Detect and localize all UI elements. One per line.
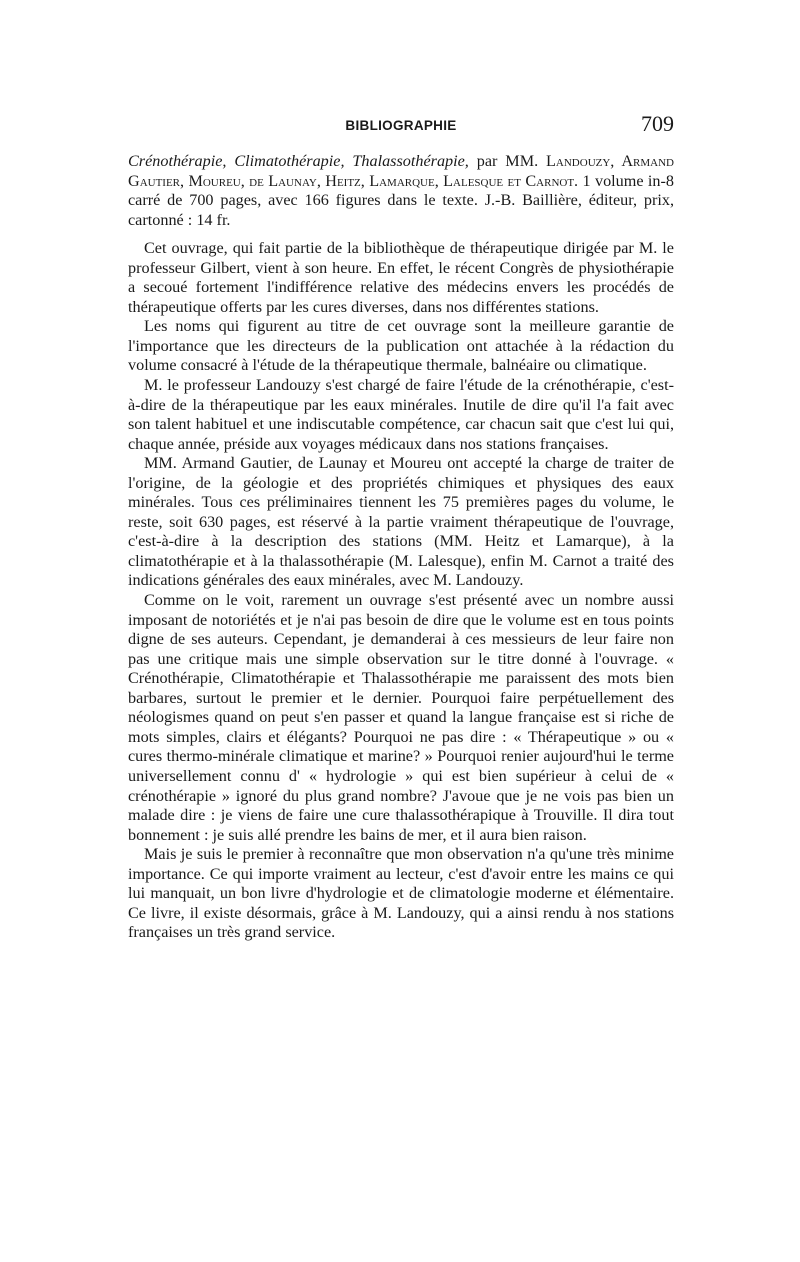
book-by: par MM.: [468, 152, 547, 170]
running-title: BIBLIOGRAPHIE: [345, 118, 457, 133]
page-number: 709: [641, 111, 674, 136]
running-head: [128, 112, 674, 142]
book-page: [128, 112, 674, 943]
bibliography-entry: [128, 152, 674, 230]
review-paragraph: Mais je suis le premier à reconnaître que mon observation n'a qu'une très minime importance. Ce qui importe vraiment au lecteur, c'est d'avoir entre les mains ce qui lui manquait, un bon livre d'hydrologie et de climatologie moderne et élémentaire. Ce livre, il existe désormais, grâce à M. Landouzy, qui a ainsi rendu à nos stations françaises un très grand service.: [128, 845, 674, 942]
review-paragraph: Cet ouvrage, qui fait partie de la bibliothèque de thérapeutique dirigée par M. le professeur Gilbert, vient à son heure. En effet, le récent Congrès de physiothérapie a secoué fortement l'indifférence relative des médecins envers les procédés de thérapeutique offerts par les cures diverses, dans nos différentes stations.: [128, 239, 674, 316]
book-details: 1 volume in-8 carré de 700 pages, avec 166 figures dans le texte. J.-B. Baillière, éditeur, prix, cartonné : 14 fr.: [128, 171, 674, 229]
review-paragraph: MM. Armand Gautier, de Launay et Moureu ont accepté la charge de traiter de l'origine, de la géologie et des propriétés chimiques et physiques des eaux minérales. Tous ces préliminaires tiennent les 75 premières pages du volume, le reste, soit 630 pages, est réservé à la partie vraiment thérapeutique de l'ouvrage, c'est-à-dire à la description des stations (MM. Heitz et Lamarque), à la climatothérapie et à la thalassothérapie (M. Lalesque), enfin M. Carnot a traité des indications générales des eaux minérales, avec M. Landouzy.: [128, 454, 674, 590]
review-paragraph: Les noms qui figurent au titre de cet ouvrage sont la meilleure garantie de l'importance que les directeurs de la publication ont attachée à la rédaction du volume consacré à l'étude de la thérapeutique thermale, balnéaire ou climatique.: [128, 317, 674, 375]
book-authors: Landouzy, Armand Gautier, Moureu, de Launay, Heitz, Lamarque, Lalesque et Carnot.: [128, 152, 674, 190]
review-paragraph: Comme on le voit, rarement un ouvrage s'est présenté avec un nombre aussi imposant de notoriétés et je n'ai pas besoin de dire que le volume est en tous points digne de ses auteurs. Cependant, je demanderai à ces messieurs de leur faire non pas une critique mais une simple observation sur le titre donné à l'ouvrage. « Crénothérapie, Climatothérapie et Thalassothérapie me paraissent des mots bien barbares, surtout le premier et le dernier. Pourquoi faire perpétuellement des néologismes quand on peut s'en passer et quand la langue française est si riche de mots simples, clairs et élégants? Pourquoi ne pas dire : « Thérapeutique » ou « cures thermo-minérale climatique et marine? » Pourquoi renier aujourd'hui le terme universellement connu d' « hydrologie » qui est bien supérieur à celui de « crénothérapie » ignoré du plus grand nombre? J'avoue que je ne vois pas bien un malade dire : je viens de faire une cure thalassothérapique à Trouville. Il dira tout bonnement : je suis allé prendre les bains de mer, et il aura bien raison.: [128, 591, 674, 844]
review-paragraph: M. le professeur Landouzy s'est chargé de faire l'étude de la crénothérapie, c'est-à-dire de la thérapeutique par les eaux minérales. Inutile de dire qu'il l'a fait avec son talent habituel et une indiscutable compétence, car chacun sait que c'est lui qui, chaque année, préside aux voyages médicaux dans nos stations françaises.: [128, 376, 674, 453]
book-title: Crénothérapie, Climatothérapie, Thalassothérapie,: [128, 152, 469, 170]
review-text: [128, 152, 674, 943]
